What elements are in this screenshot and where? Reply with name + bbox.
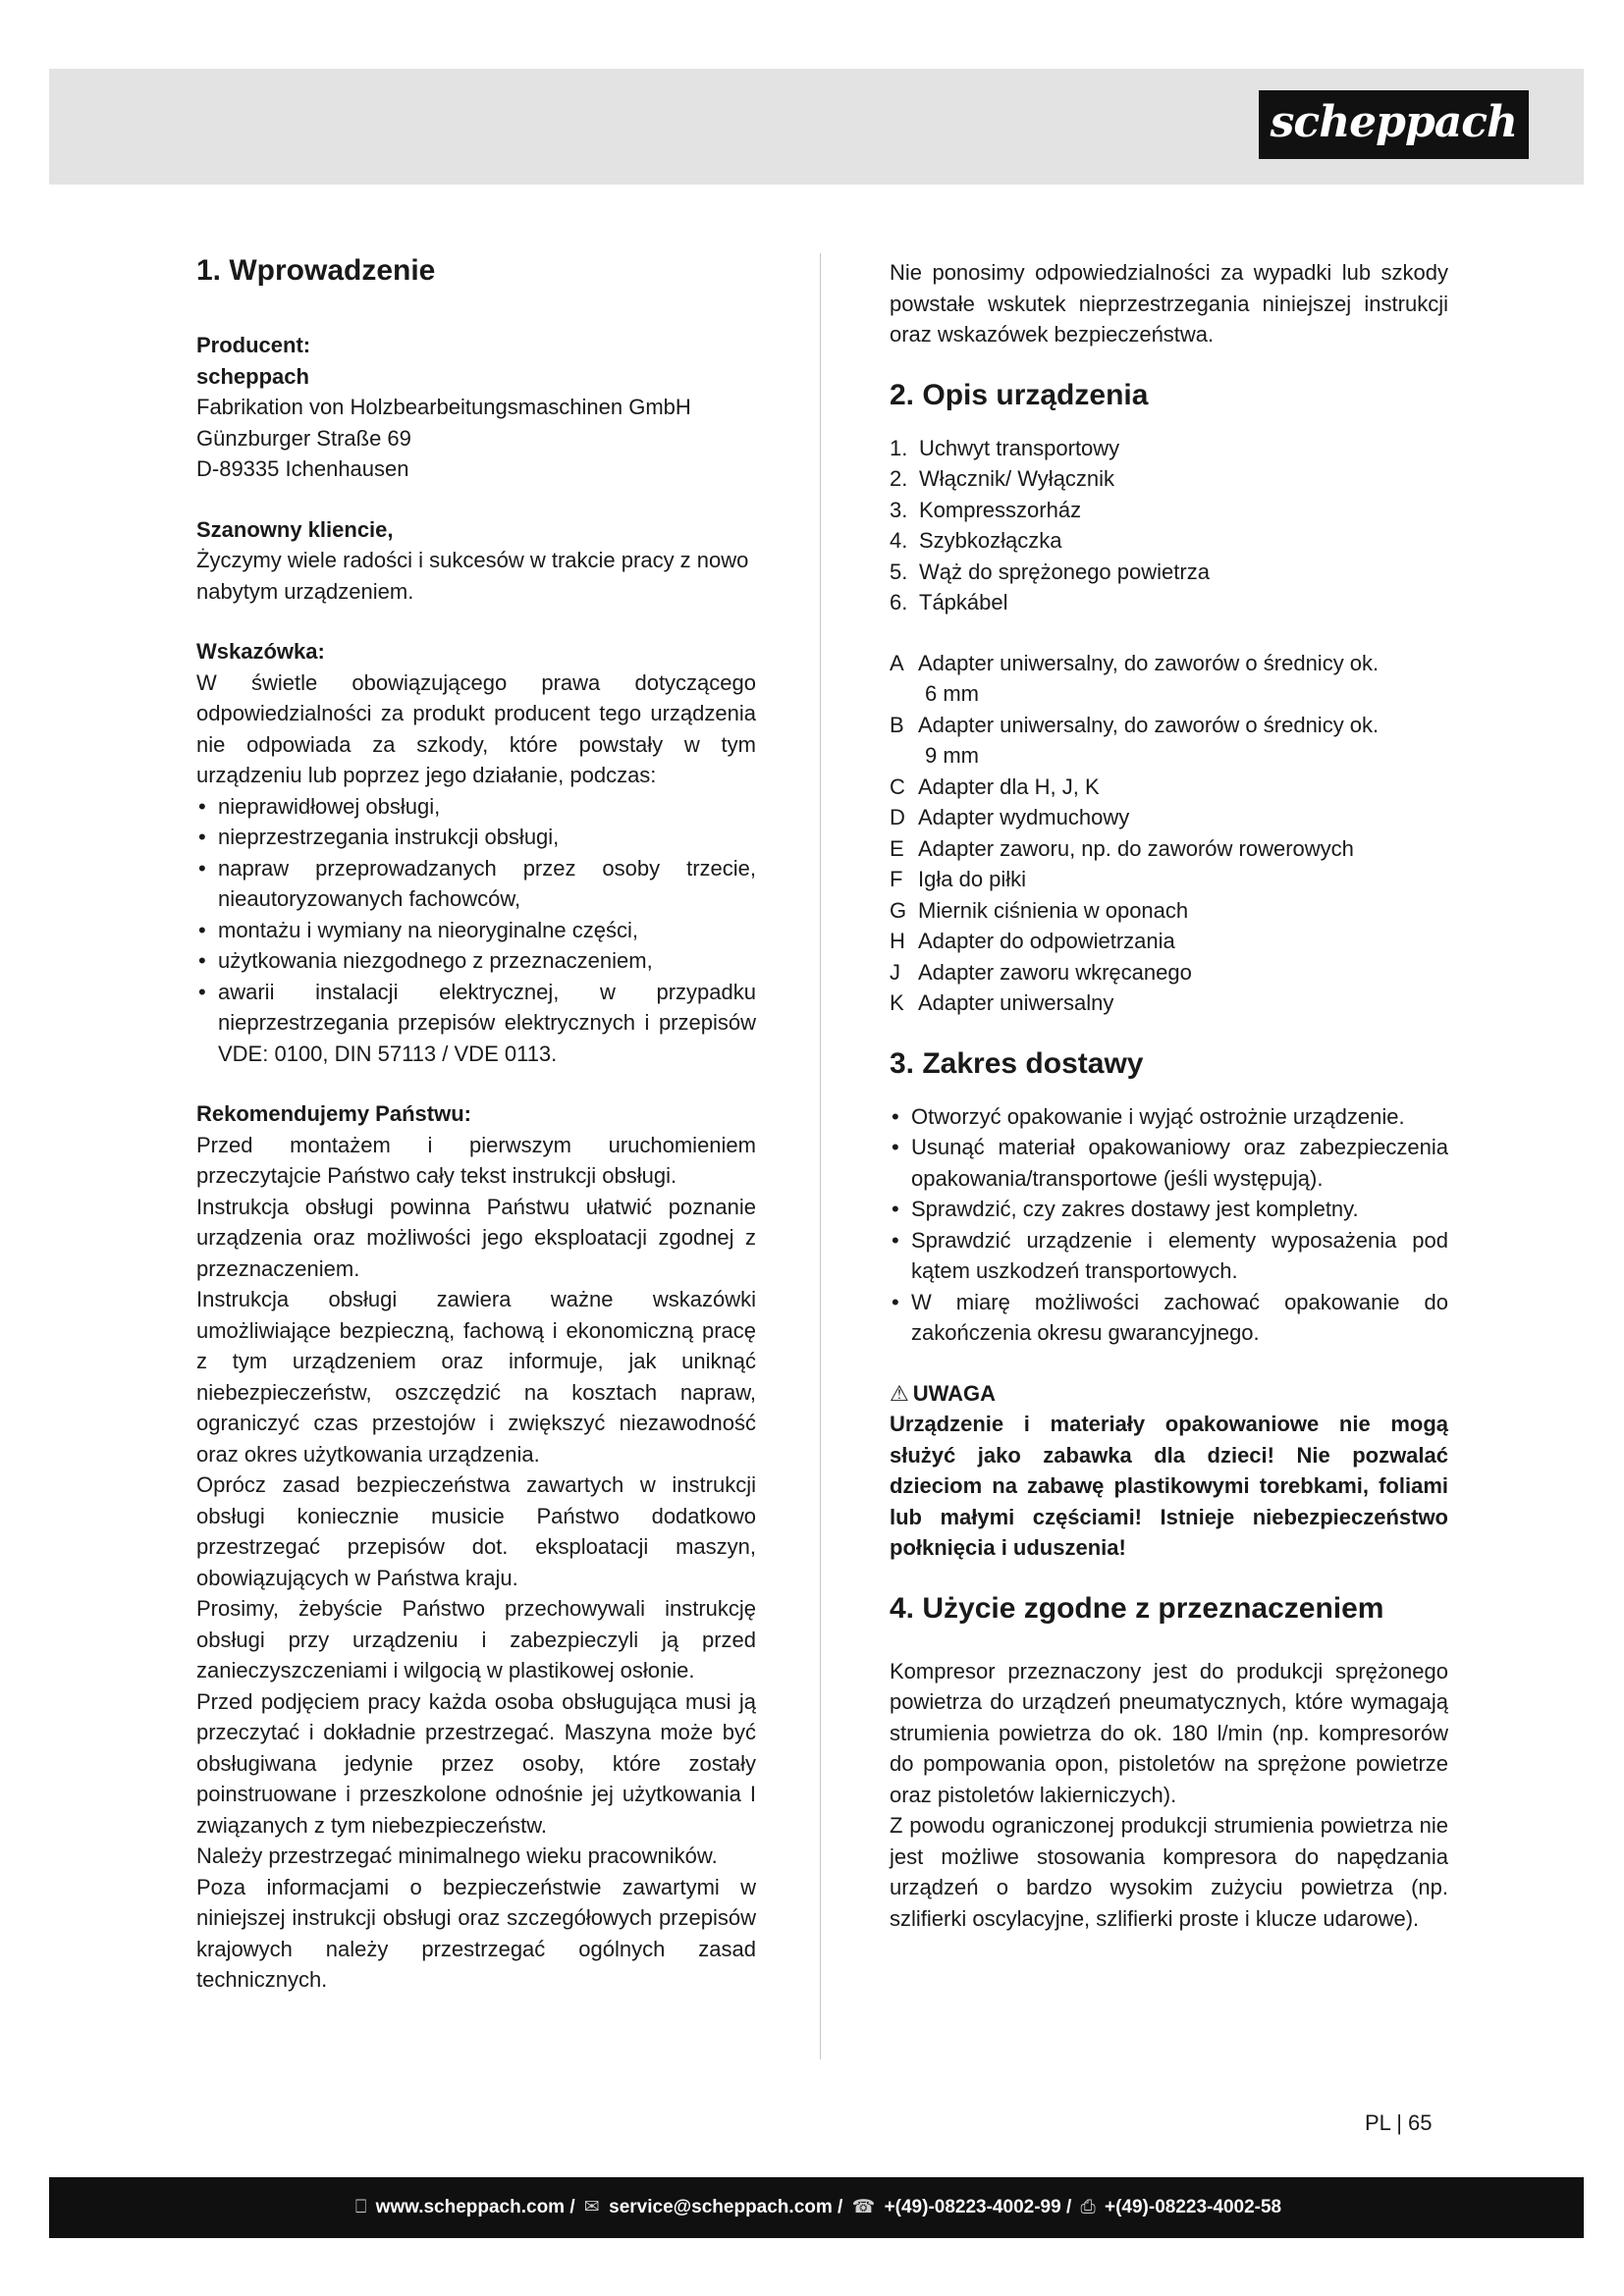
note-bullet-list	[196, 791, 756, 1070]
list-item: J Adapter zaworu wkręcanego	[890, 959, 1192, 985]
section-heading-description: 2. Opis urządzenia	[890, 378, 1149, 411]
list-item: 3. Kompresszorház	[890, 497, 1082, 522]
note-label: Wskazówka:	[196, 639, 325, 664]
footer-website-link[interactable]: www.scheppach.com	[375, 2197, 566, 2217]
list-item: 5. Wąż do sprężonego powietrza	[890, 559, 1210, 584]
footer-email-link[interactable]: service@scheppach.com	[609, 2197, 833, 2217]
column-divider	[820, 253, 821, 2059]
warning-heading: ⚠ UWAGA	[890, 1380, 997, 1406]
recommend-paragraph: Instrukcja obsługi zawiera ważne wskazówki umożliwiające bezpieczną, fachową i ekonomiczną pracę z tym urządzeniem oraz informuje, jak uniknąć niebezpieczeństw, oszczędzić na kosztach napraw, ograniczyć czas przestojów i zwiększyć niezawodność oraz okres użytkowania urządzenia.	[196, 1287, 756, 1467]
delivery-bullet-list	[890, 1101, 1448, 1349]
list-item: A Adapter uniwersalny, do zaworów o średnicy ok. 6 mm	[890, 650, 1380, 706]
intended-use-paragraph: Z powodu ograniczonej produkcji strumienia powietrza nie jest możliwe stosowania kompresora do napędzania urządzeń o bardzo wysokim zużyciu powietrza (np. szlifierki oscylacyjne, szlifierki proste i klucze udarowe).	[890, 1813, 1448, 1931]
list-item: • użytkowania niezgodnego z przeznaczeniem,	[196, 945, 756, 977]
producer-line: D-89335 Ichenhausen	[196, 456, 409, 481]
list-item: F Igła do piłki	[890, 867, 1027, 891]
list-item: G Miernik ciśnienia w oponach	[890, 897, 1189, 923]
mail-icon: ✉	[583, 2197, 600, 2217]
list-item: • Sprawdzić, czy zakres dostawy jest kompletny.	[890, 1194, 1448, 1225]
recommend-paragraph: Oprócz zasad bezpieczeństwa zawartych w instrukcji obsługi koniecznie musicie Państwo dodatkowo przestrzegać przepisów dot. eksploatacji maszyn, obowiązujących w Państwa kraju.	[196, 1472, 756, 1590]
liability-text: Nie ponosimy odpowiedzialności za wypadki lub szkody powstałe wskutek nieprzestrzegania niniejszej instrukcji oraz wskazówek bezpieczeństwa.	[890, 260, 1448, 347]
list-item: K Adapter uniwersalny	[890, 990, 1114, 1015]
left-column	[196, 251, 756, 1996]
recommend-label: Rekomendujemy Państwu:	[196, 1101, 471, 1126]
list-item: • Otworzyć opakowanie i wyjąć ostrożnie urządzenie.	[890, 1101, 1448, 1133]
footer-fax: +(49)-08223-4002-58	[1105, 2197, 1282, 2217]
producer-line: Fabrikation von Holzbearbeitungsmaschinen GmbH	[196, 395, 691, 419]
greeting-label: Szanowny kliencie,	[196, 516, 394, 542]
greeting-text: Życzymy wiele radości i sukcesów w trakcie pracy z nowo nabytym urządzeniem.	[196, 548, 749, 604]
list-item: • montażu i wymiany na nieoryginalne części,	[196, 915, 756, 946]
list-item: 2. Włącznik/ Wyłącznik	[890, 466, 1115, 491]
right-column	[890, 251, 1448, 1934]
page-number: PL | 65	[1365, 2110, 1433, 2135]
recommend-paragraph: Przed montażem i pierwszym uruchomieniem przeczytajcie Państwo cały tekst instrukcji obsługi.	[196, 1132, 756, 1188]
brand-logo: scheppach	[1259, 90, 1529, 159]
recommend-paragraph: Poza informacjami o bezpieczeństwie zawartymi w niniejszej instrukcji obsługi oraz szczegółowych przepisów krajowych należy przestrzegać ogólnych zasad technicznych.	[196, 1874, 756, 1992]
intended-use-paragraph: Kompresor przeznaczony jest do produkcji sprężonego powietrza do urządzeń pneumatycznych, które wymagają strumienia powietrza do ok. 180 l/min (np. kompresorów do pompowania opon, pistoletów na sprężone powietrze oraz pistoletów lakierniczych).	[890, 1658, 1448, 1807]
phone-icon: ☎	[851, 2197, 876, 2217]
footer-bar: ⎕ www.scheppach.com / ✉ service@scheppach.com / ☎ +(49)-08223-4002-99 / ⎙ +(49)-08223-4002-58	[49, 2177, 1584, 2238]
fax-icon: ⎙	[1080, 2197, 1096, 2217]
recommend-paragraph: Instrukcja obsługi powinna Państwu ułatwić poznanie urządzenia oraz możliwości jego eksploatacji zgodnej z przeznaczeniem.	[196, 1194, 756, 1281]
recommend-paragraph: Prosimy, żebyście Państwo przechowywali instrukcję obsługi przy urządzeniu i zabezpieczyli ją przed zanieczyszczeniami i wilgocią w plastikowej osłonie.	[196, 1596, 756, 1682]
list-item: H Adapter do odpowietrzania	[890, 929, 1175, 953]
note-text: W świetle obowiązującego prawa dotyczącego odpowiedzialności za produkt producent tego urządzenia nie odpowiada za szkody, które powstały w tym urządzeniu lub poprzez jego działanie, podczas:	[196, 669, 756, 787]
warning-text: Urządzenie i materiały opakowaniowe nie mogą służyć jako zabawka dla dzieci! Nie pozwalać dzieciom na zabawę plastikowymi torebkami, foliami lub małymi częściami! Istnieje niebezpieczeństwo połknięcia i uduszenia!	[890, 1412, 1448, 1560]
list-item: • W miarę możliwości zachować opakowanie do zakończenia okresu gwarancyjnego.	[890, 1287, 1448, 1349]
header-band	[49, 69, 1584, 185]
list-item: 6. Tápkábel	[890, 590, 1008, 614]
list-item: • nieprawidłowej obsługi,	[196, 791, 756, 823]
recommend-paragraph: Przed podjęciem pracy każda osoba obsługująca musi ją przeczytać i dokładnie przestrzegać. Maszyna może być obsługiwana jedynie przez osoby, które zostały poinstruowane i przeszkolone odnośnie jej użytkowania I związanych z tym niebezpieczeństw.	[196, 1688, 756, 1838]
section-heading-delivery: 3. Zakres dostawy	[890, 1046, 1144, 1080]
list-item: • Usunąć materiał opakowaniowy oraz zabezpieczenia opakowania/transportowe (jeśli występują).	[890, 1132, 1448, 1194]
producer-name: scheppach	[196, 363, 309, 389]
section-heading-intended-use: 4. Użycie zgodne z przeznaczeniem	[890, 1591, 1384, 1625]
footer-phone: +(49)-08223-4002-99	[884, 2197, 1061, 2217]
accessories-list	[890, 648, 1448, 1019]
monitor-icon: ⎕	[354, 2197, 367, 2217]
list-item: • nieprzestrzegania instrukcji obsługi,	[196, 822, 756, 853]
list-item: 4. Szybkozłączka	[890, 528, 1062, 553]
parts-list	[890, 433, 1448, 618]
list-item: • Sprawdzić urządzenie i elementy wyposażenia pod kątem uszkodzeń transportowych.	[890, 1225, 1448, 1287]
list-item: D Adapter wydmuchowy	[890, 805, 1130, 829]
recommend-paragraph: Należy przestrzegać minimalnego wieku pracowników.	[196, 1843, 718, 1868]
section-heading-introduction: 1. Wprowadzenie	[196, 254, 436, 287]
list-item: E Adapter zaworu, np. do zaworów rowerowych	[890, 835, 1354, 861]
producer-line: Günzburger Straße 69	[196, 425, 411, 451]
warning-triangle-icon: ⚠	[890, 1380, 909, 1406]
list-item: • awarii instalacji elektrycznej, w przypadku nieprzestrzegania przepisów elektrycznych i przepisów VDE: 0100, DIN 57113 / VDE 0113.	[196, 977, 756, 1070]
list-item: B Adapter uniwersalny, do zaworów o średnicy ok. 9 mm	[890, 712, 1380, 768]
list-item: • napraw przeprowadzanych przez osoby trzecie, nieautoryzowanych fachowców,	[196, 853, 756, 915]
producer-label: Producent:	[196, 333, 311, 357]
list-item: C Adapter dla H, J, K	[890, 774, 1100, 799]
list-item: 1. Uchwyt transportowy	[890, 435, 1120, 460]
